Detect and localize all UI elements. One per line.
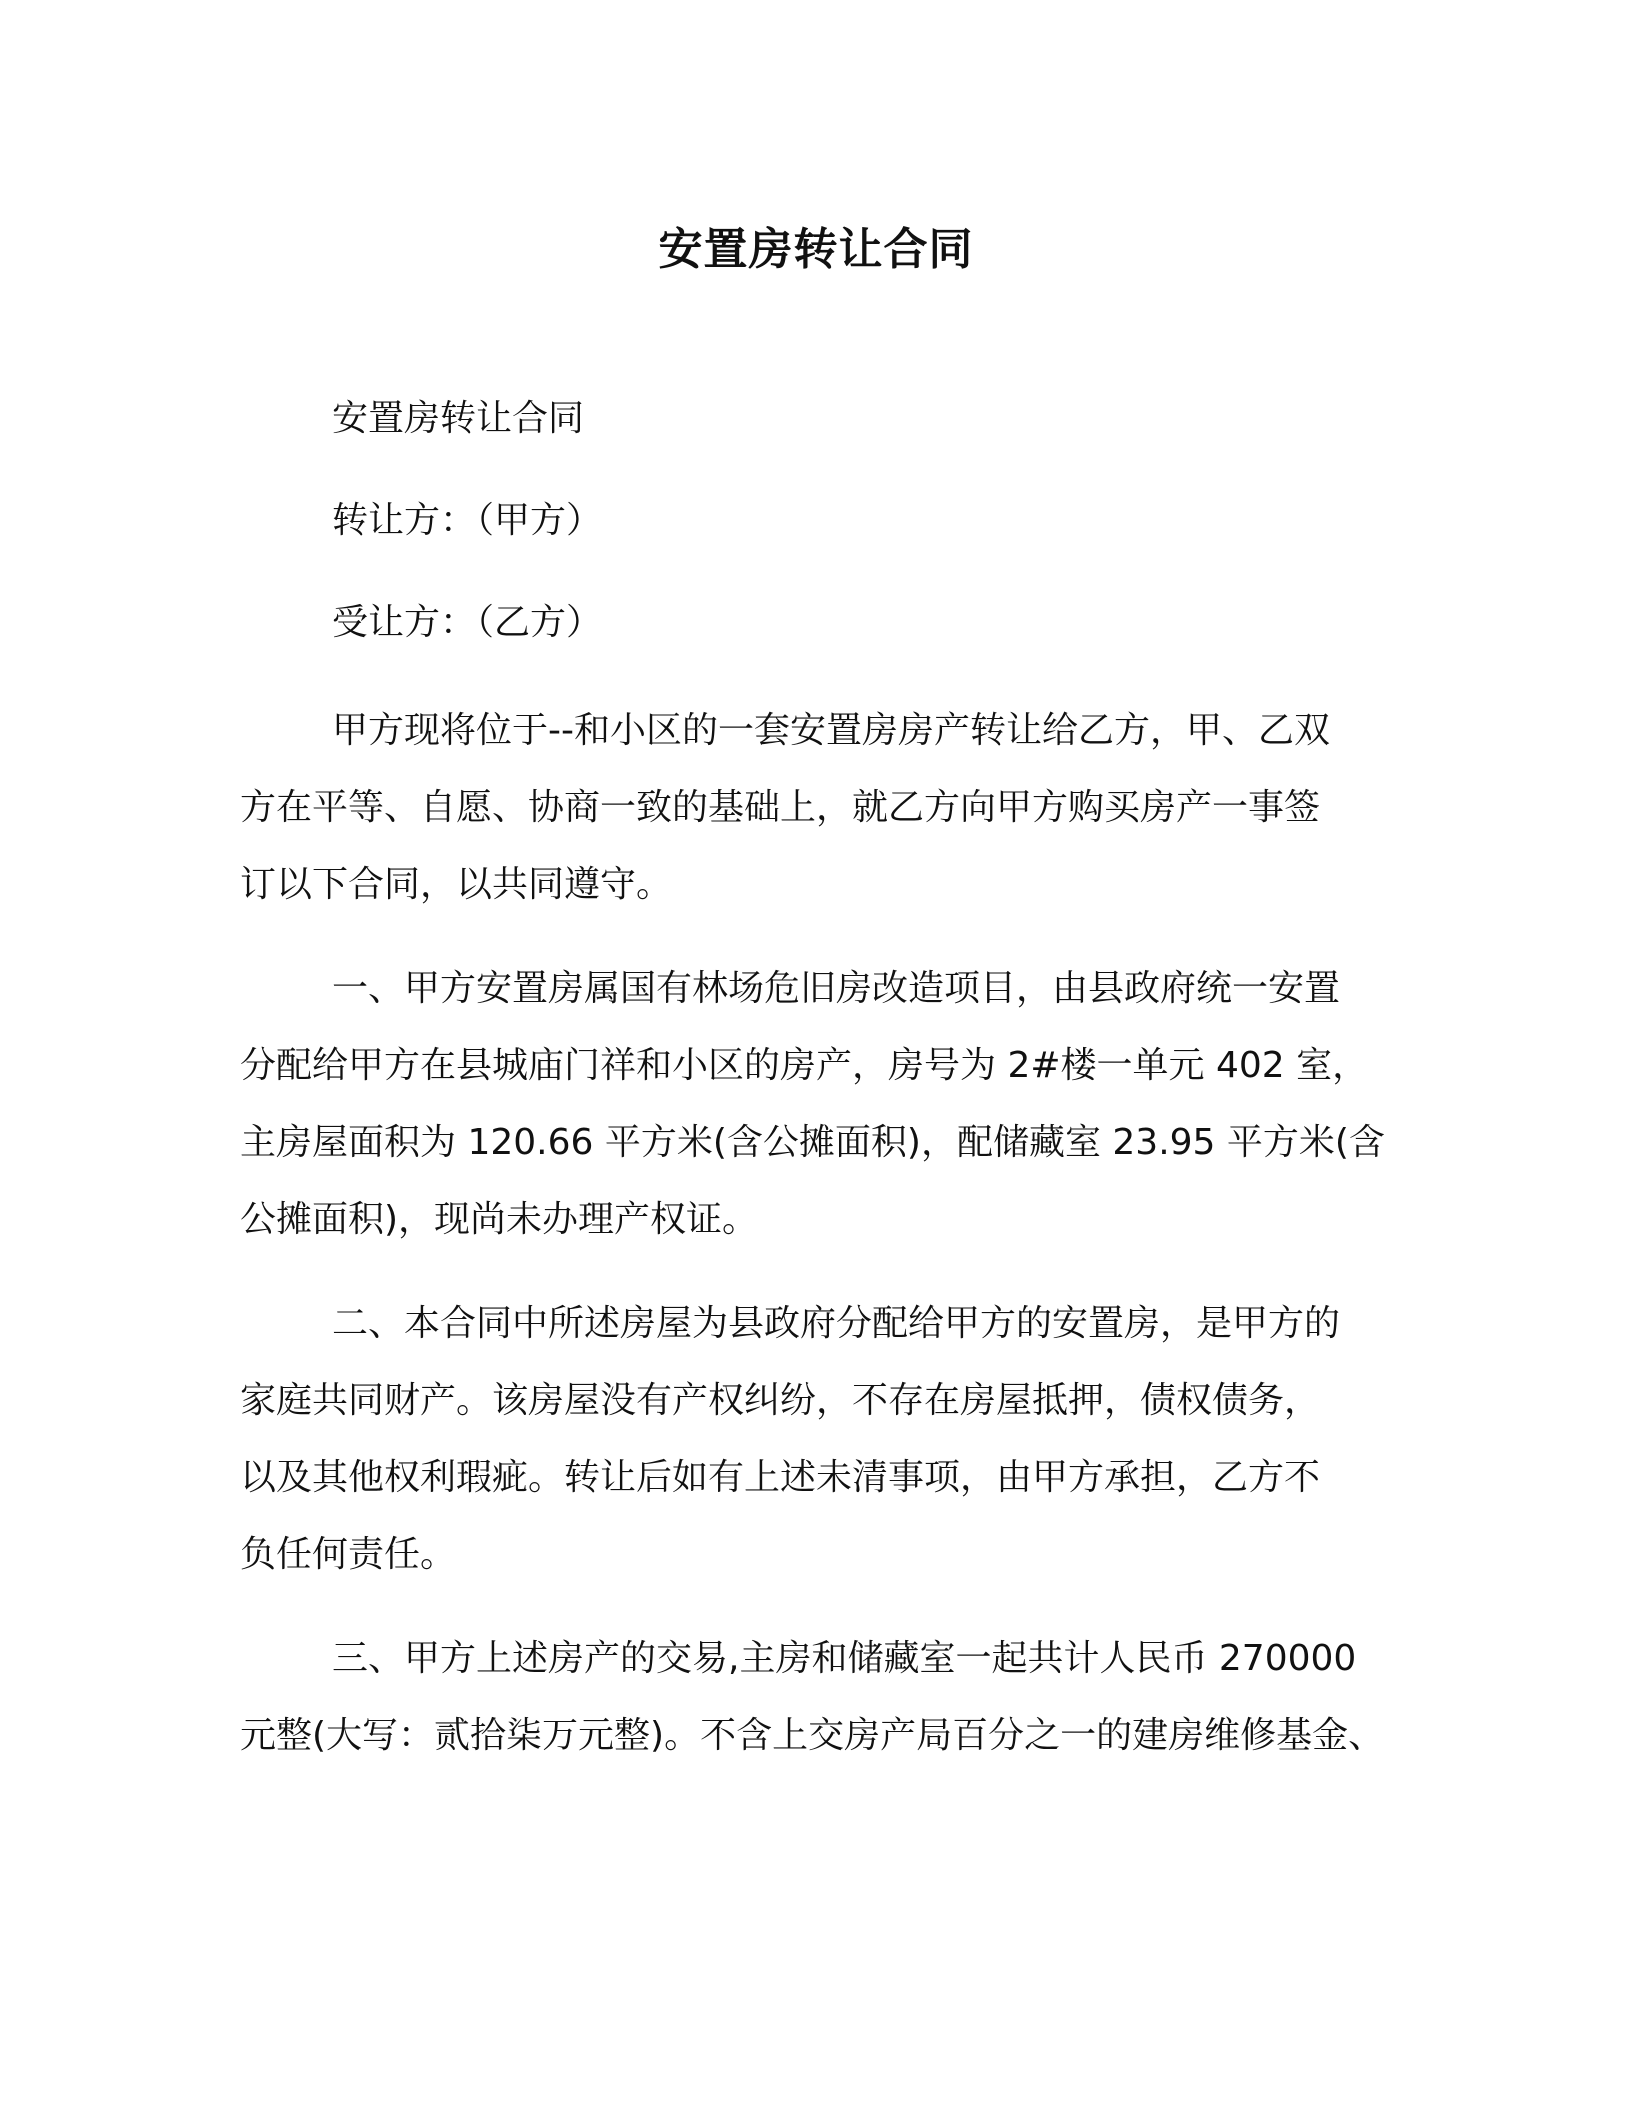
paragraph-line: 方在平等、自愿、协商一致的基础上，就乙方向甲方购买房产一事签 xyxy=(240,787,1321,828)
paragraph-line: 以及其他权利瑕疵。转让后如有上述未清事项，由甲方承担，乙方不 xyxy=(240,1457,1321,1498)
paragraph-line: 负任何责任。 xyxy=(240,1534,457,1575)
party-a-line: 转让方：（甲方） xyxy=(332,500,603,541)
clause-1-paragraph xyxy=(240,950,1420,1258)
clause-3-paragraph xyxy=(240,1620,1420,1774)
paragraph-line: 甲方现将位于--和小区的一套安置房房产转让给乙方，甲、乙双 xyxy=(332,710,1330,751)
document-title: 安置房转让合同 xyxy=(658,224,974,275)
paragraph-line: 主房屋面积为 120.66 平方米(含公摊面积)，配储藏室 23.95 平方米(含 xyxy=(240,1122,1385,1163)
paragraph-line: 公摊面积)，现尚未办理产权证。 xyxy=(240,1199,759,1240)
paragraph-line: 家庭共同财产。该房屋没有产权纠纷，不存在房屋抵押，债权债务， xyxy=(240,1380,1321,1421)
paragraph-line: 订以下合同，以共同遵守。 xyxy=(240,864,673,905)
paragraph-line: 一、甲方安置房属国有林场危旧房改造项目，由县政府统一安置 xyxy=(332,968,1341,1009)
paragraph-line: 分配给甲方在县城庙门祥和小区的房产，房号为 2#楼一单元 402 室， xyxy=(240,1045,1369,1086)
contract-subtitle: 安置房转让合同 xyxy=(332,398,585,439)
paragraph-line: 二、本合同中所述房屋为县政府分配给甲方的安置房，是甲方的 xyxy=(332,1303,1341,1344)
intro-paragraph xyxy=(240,692,1420,923)
paragraph-line: 三、甲方上述房产的交易,主房和储藏室一起共计人民币 270000 xyxy=(332,1638,1357,1679)
party-b-line: 受让方：（乙方） xyxy=(332,602,603,643)
clause-2-paragraph xyxy=(240,1285,1420,1593)
paragraph-line: 元整(大写：贰拾柒万元整)。不含上交房产局百分之一的建房维修基金、 xyxy=(240,1715,1385,1756)
